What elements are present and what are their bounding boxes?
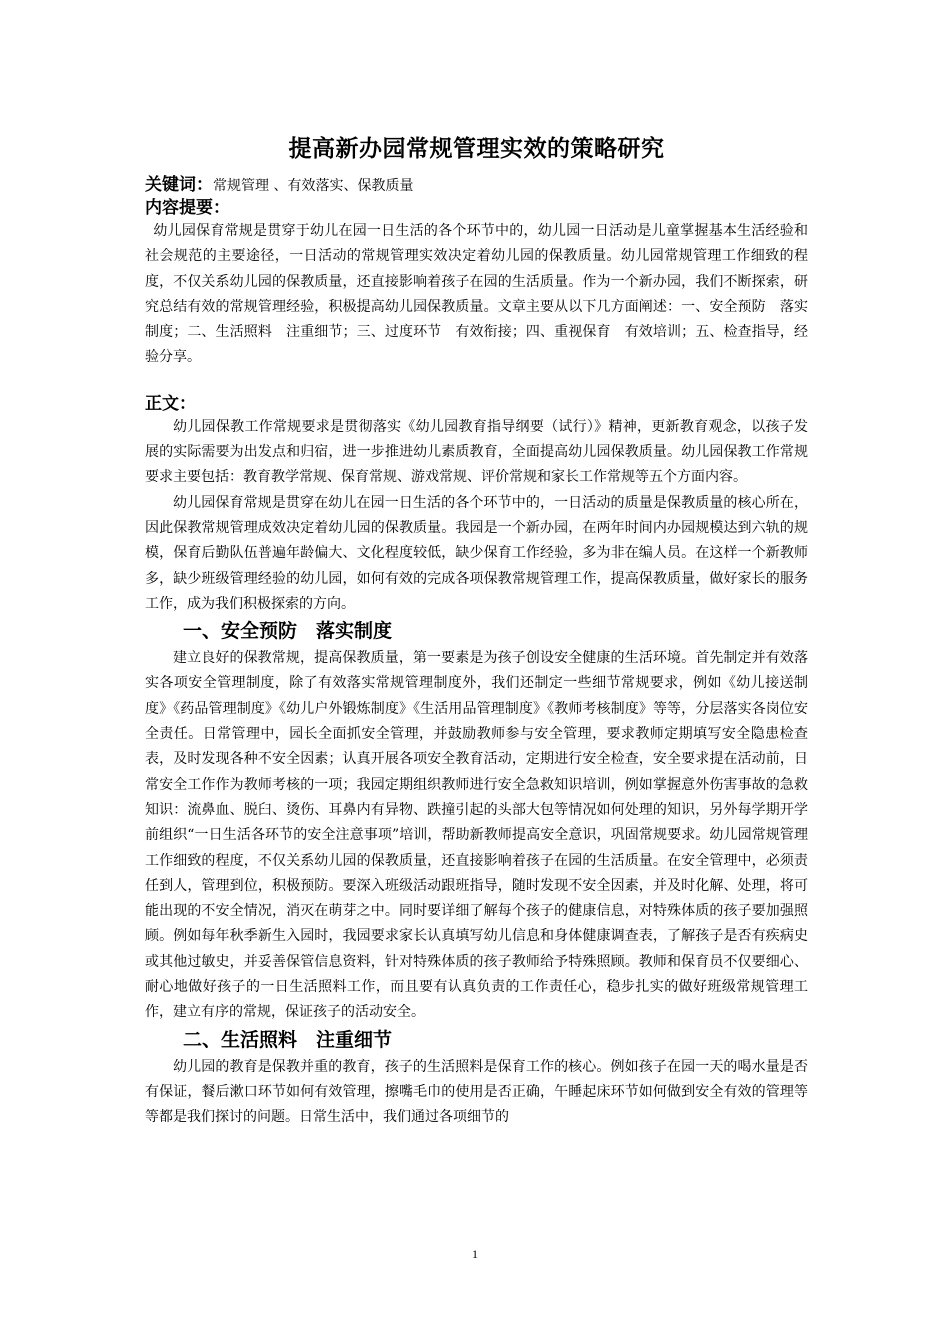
section-2-paragraph: 幼儿园的教育是保教并重的教育，孩子的生活照料是保育工作的核心。例如孩子在园一天的喝水量是否有保证，餐后漱口环节如何有效管理，擦嘴毛巾的使用是否正确，午睡起床环节如何做到安全有效的管理等等都是我们探讨的问题。日常生活中，我们通过各项细节的 — [145, 1058, 808, 1126]
abstract-label: 内容提要： — [145, 198, 230, 218]
section-2-heading: 二、生活照料 注重细节 — [183, 1028, 393, 1051]
body-label: 正文： — [145, 393, 196, 414]
body-paragraph-1: 幼儿园保教工作常规要求是贯彻落实《幼儿园教育指导纲要（试行）》精神，更新教育观念，以孩子发展的实际需要为出发点和归宿，进一步推进幼儿素质教育，全面提高幼儿园保教质量。幼儿园保教工作常规要求主要包括：教育教学常规、保育常规、游戏常规、评价常规和家长工作常规等五个方面内容。 — [145, 418, 808, 486]
abstract-text: 幼儿园保育常规是贯穿于幼儿在园一日生活的各个环节中的，幼儿园一日活动是儿童掌握基本生活经验和社会规范的主要途径，一日活动的常规管理实效决定着幼儿园的保教质量。幼儿园常规管理工作细致的程度，不仅关系幼儿园的保教质量，还直接影响着孩子在园的生活质量。作为一个新办园，我们不断探索，研究总结有效的常规管理经验，积极提高幼儿园保教质量。文章主要从以下几方面阐述：一、安全预防 落实制度；二、生活照料 注重细节；三、过度环节 有效衔接；四、重视保育 有效培训；五、检查指导，经验分享。 — [145, 223, 808, 366]
section-1-paragraph: 建立良好的保教常规，提高保教质量，第一要素是为孩子创设安全健康的生活环境。首先制定并有效落实各项安全管理制度，除了有效落实常规管理制度外，我们还制定一些细节常规要求，例如《幼儿接送制度》《药品管理制度》《幼儿户外锻炼制度》《生活用品管理制度》《教师考核制度》等等，分层落实各岗位安全责任。日常管理中，园长全面抓安全管理，并鼓励教师参与安全管理，要求教师定期填写安全隐患检查表，及时发现各种不安全因素；认真开展各项安全教育活动，定期进行安全检查，安全要求提在活动前，日常安全工作作为教师考核的一项；我园定期组织教师进行安全急救知识培训，例如掌握意外伤害事故的急救知识：流鼻血、脱臼、烫伤、耳鼻内有异物、跌撞引起的头部大包等情况如何处理的知识，另外每学期开学前组织“一日生活各环节的安全注意事项”培训，帮助新教师提高安全意识，巩固常规要求。幼儿园常规管理工作细致的程度，不仅关系幼儿园的保教质量，还直接影响着孩子在园的生活质量。在安全管理中，必须责任到人，管理到位，积极预防。要深入班级活动跟班指导，随时发现不安全因素，并及时化解、处理，将可能出现的不安全情况，消灭在萌芽之中。同时要详细了解每个孩子的健康信息，对特殊体质的孩子要加强照顾。例如每年秋季新生入园时，我园要求家长认真填写幼儿信息和身体健康调查表，了解孩子是否有疾病史或其他过敏史，并妥善保管信息资料，针对特殊体质的孩子教师给予特殊照顾。教师和保育员不仅要细心、耐心地做好孩子的一日生活照料工作，而且要有认真负责的工作责任心，稳步扎实的做好班级常规管理工作，建立有序的常规，保证孩子的活动安全。 — [145, 650, 808, 1021]
document-title: 提高新办园常规管理实效的策略研究 — [288, 135, 665, 162]
spacer — [145, 371, 808, 393]
keywords-text: 常规管理 、有效落实、保教质量 — [213, 178, 414, 194]
page-content — [145, 128, 808, 1131]
section-1-heading: 一、安全预防 落实制度 — [183, 620, 393, 643]
body-paragraph-2: 幼儿园保育常规是贯穿在幼儿在园一日生活的各个环节中的，一日活动的质量是保教质量的核心所在，因此保教常规管理成效决定着幼儿园的保教质量。我园是一个新办园，在两年时间内办园规模达到六轨的规模，保育后勤队伍普遍年龄偏大、文化程度较低，缺少保育工作经验，多为非在编人员。在这样一个新教师多，缺少班级管理经验的幼儿园，如何有效的完成各项保教常规管理工作，提高保教质量，做好家长的服务工作，成为我们积极探索的方向。 — [145, 494, 808, 612]
page-number: 1 — [472, 1247, 478, 1261]
keywords-label: 关键词： — [145, 175, 213, 195]
keywords-line — [145, 174, 808, 197]
